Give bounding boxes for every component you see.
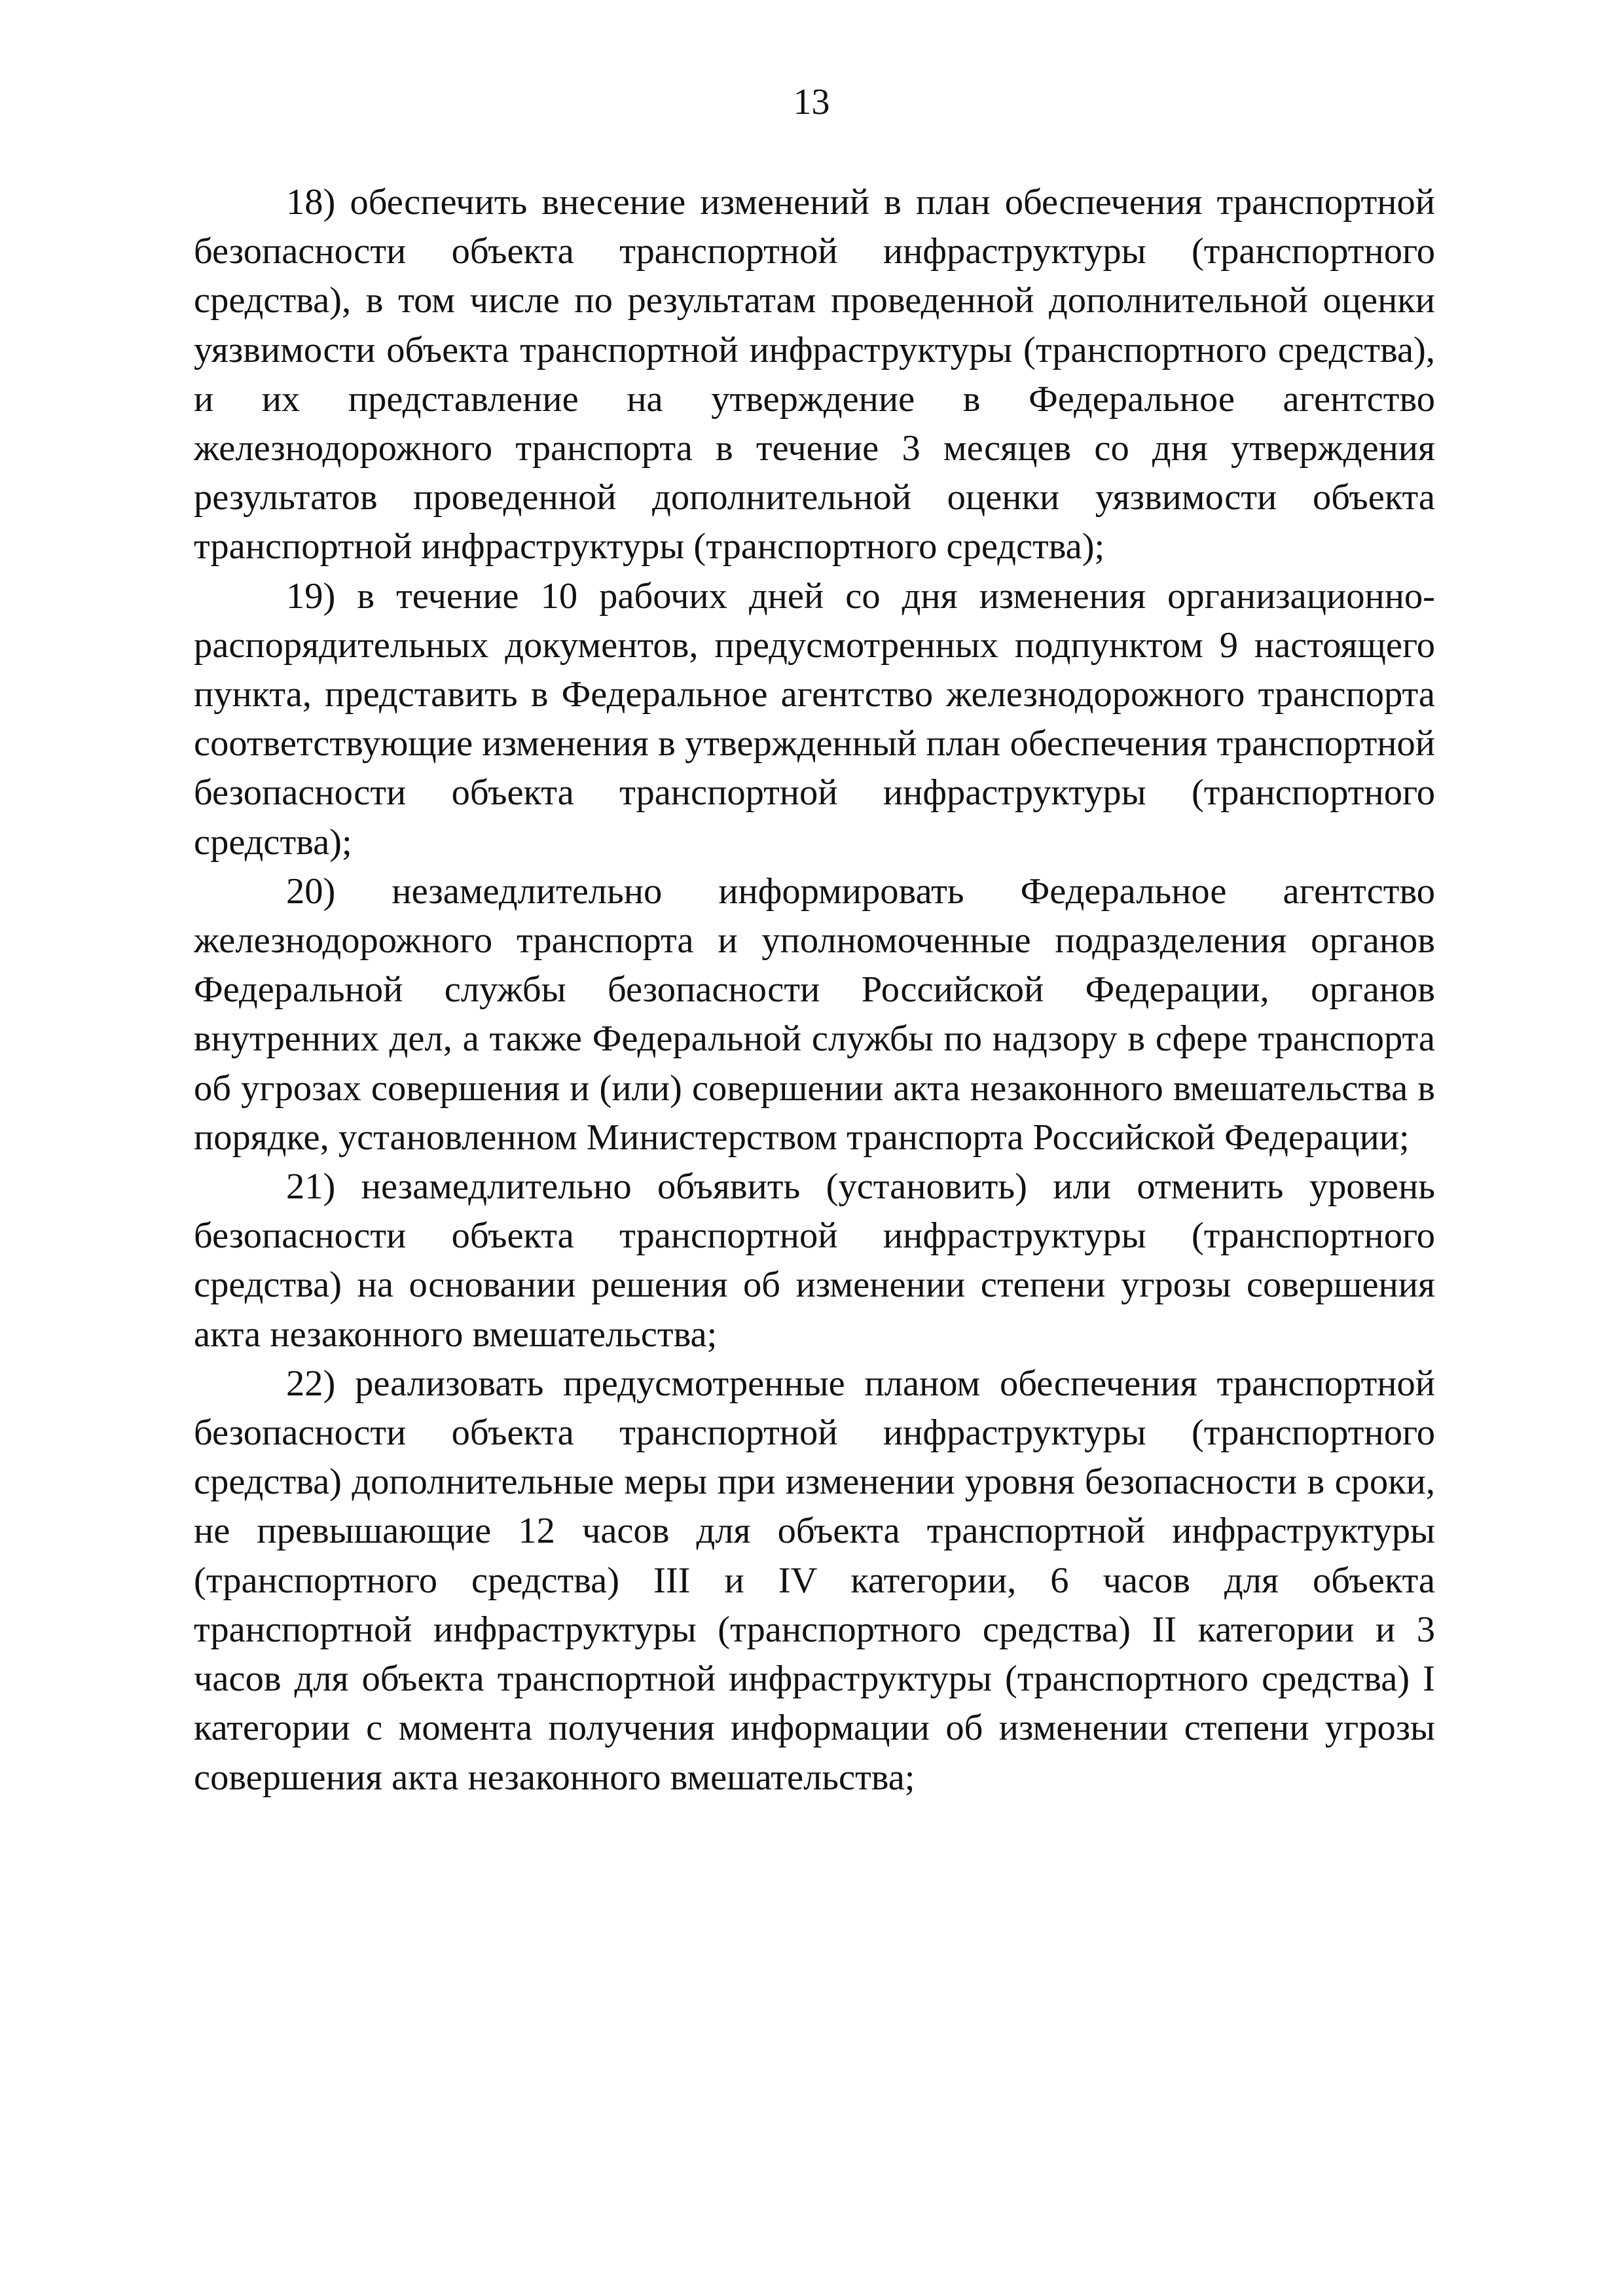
list-item-18: 18) обеспечить внесение изменений в план обеспечения транспортной безопасности объекта транспортной инфраструктуры (транспортного средства), в том числе по результатам проведенной дополнительной оценки уязвимости объекта транспортной инфраструктуры (транспортного средства), и их представление на утверждение в Федеральное агентство железнодорожного транспорта в течение 3 месяцев со дня утверждения результатов проведенной дополнительной оценки уязвимости объекта транспортной инфраструктуры (транспортного средства);	[194, 182, 1435, 567]
list-item-21: 21) незамедлительно объявить (установить) или отменить уровень безопасности объекта транспортной инфраструктуры (транспортного средства) на основании решения об изменении степени угрозы совершения акта незаконного вмешательства;	[194, 1166, 1435, 1355]
page-number: 13	[793, 82, 830, 122]
list-item-19: 19) в течение 10 рабочих дней со дня изменения организационно-распорядительных документов, предусмотренных подпунктом 9 настоящего пункта, представить в Федеральное агентство железнодорожного транспорта соответствующие изменения в утвержденный план обеспечения транспортной безопасности объекта транспортной инфраструктуры (транспортного средства);	[194, 575, 1435, 863]
list-item-22: 22) реализовать предусмотренные планом обеспечения транспортной безопасности объекта транспортной инфраструктуры (транспортного средства) дополнительные меры при изменении уровня безопасности в сроки, не превышающие 12 часов для объекта транспортной инфраструктуры (транспортного средства) III и IV категории, 6 часов для объекта транспортной инфраструктуры (транспортного средства) II категории и 3 часов для объекта транспортной инфраструктуры (транспортного средства) I категории с момента получения информации об изменении степени угрозы совершения акта незаконного вмешательства;	[194, 1363, 1435, 1798]
document-body	[194, 178, 1435, 1803]
list-item-20: 20) незамедлительно информировать Федеральное агентство железнодорожного транспорта и уполномоченные подразделения органов Федеральной службы безопасности Российской Федерации, органов внутренних дел, а также Федеральной службы по надзору в сфере транспорта об угрозах совершения и (или) совершении акта незаконного вмешательства в порядке, установленном Министерством транспорта Российской Федерации;	[194, 870, 1435, 1158]
